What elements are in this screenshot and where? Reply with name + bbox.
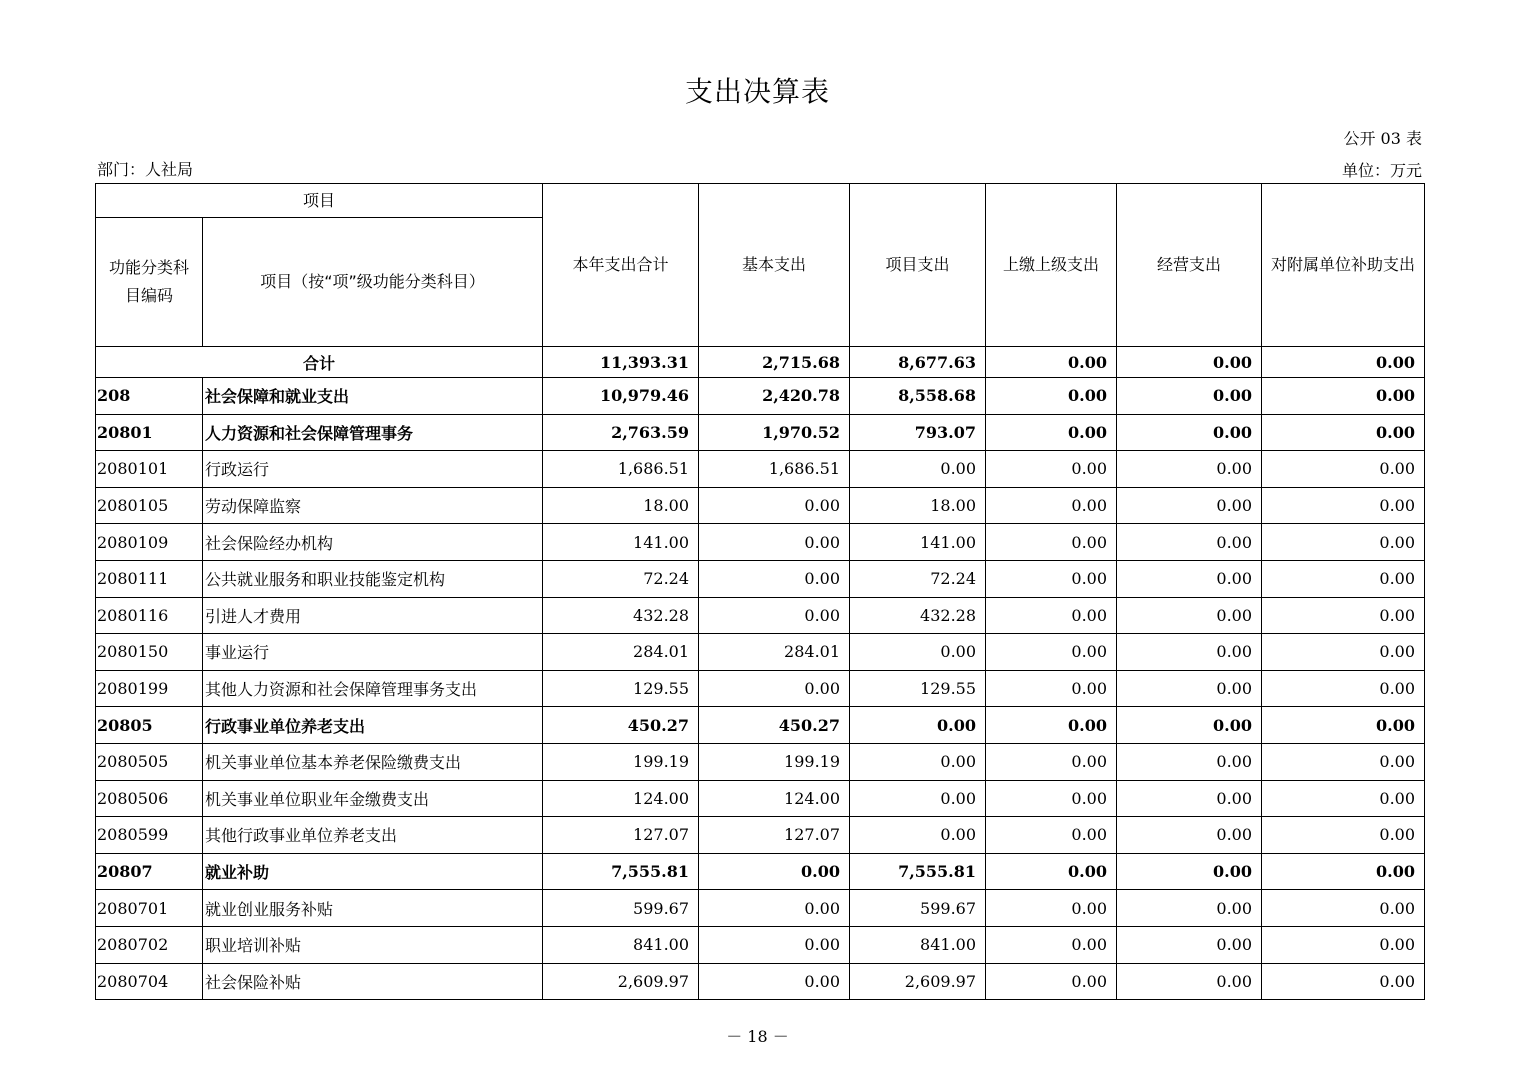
header-subsidy: 对附属单位补助支出 [1262, 184, 1425, 347]
row-name: 社会保险补贴 [203, 963, 543, 1000]
row-value: 0.00 [1117, 743, 1262, 780]
row-code: 2080109 [96, 524, 203, 561]
row-value: 0.00 [1262, 597, 1425, 634]
row-value: 0.00 [1262, 451, 1425, 488]
table-row [96, 560, 1425, 597]
row-name: 行政运行 [203, 451, 543, 488]
row-value: 1,686.51 [543, 451, 699, 488]
row-code: 20805 [96, 707, 203, 744]
row-value: 0.00 [699, 524, 850, 561]
row-value: 0.00 [1117, 670, 1262, 707]
total-value: 11,393.31 [543, 347, 699, 378]
row-value: 0.00 [1262, 780, 1425, 817]
row-value: 0.00 [986, 963, 1117, 1000]
row-value: 7,555.81 [850, 853, 986, 890]
row-value: 0.00 [1262, 707, 1425, 744]
page-number: － 18 － [726, 1027, 789, 1046]
row-value: 0.00 [986, 890, 1117, 927]
row-value: 0.00 [986, 451, 1117, 488]
row-value: 129.55 [543, 670, 699, 707]
row-value: 0.00 [986, 634, 1117, 671]
row-value: 0.00 [1262, 560, 1425, 597]
row-value: 0.00 [1117, 707, 1262, 744]
row-value: 432.28 [850, 597, 986, 634]
row-value: 0.00 [1117, 487, 1262, 524]
row-value: 0.00 [1117, 963, 1262, 1000]
table-row [96, 707, 1425, 744]
row-value: 0.00 [1117, 634, 1262, 671]
row-value: 2,763.59 [543, 414, 699, 451]
row-value: 0.00 [1262, 670, 1425, 707]
row-name: 就业补助 [203, 853, 543, 890]
row-value: 0.00 [1117, 890, 1262, 927]
unit-label: 单位：万元 [1341, 161, 1422, 180]
row-code: 2080704 [96, 963, 203, 1000]
row-code: 2080199 [96, 670, 203, 707]
row-code: 2080701 [96, 890, 203, 927]
row-value: 0.00 [986, 414, 1117, 451]
table-row [96, 634, 1425, 671]
row-value: 0.00 [986, 524, 1117, 561]
row-value: 0.00 [1262, 890, 1425, 927]
header-business: 经营支出 [1117, 184, 1262, 347]
header-total: 本年支出合计 [543, 184, 699, 347]
table-row [96, 524, 1425, 561]
row-value: 450.27 [699, 707, 850, 744]
row-value: 199.19 [699, 743, 850, 780]
row-value: 0.00 [1262, 378, 1425, 415]
row-code: 2080105 [96, 487, 203, 524]
total-label: 合计 [96, 347, 543, 378]
row-name: 机关事业单位职业年金缴费支出 [203, 780, 543, 817]
table-row [96, 926, 1425, 963]
row-value: 0.00 [1262, 487, 1425, 524]
row-value: 7,555.81 [543, 853, 699, 890]
header-name: 项目（按“项”级功能分类科目） [203, 218, 543, 347]
row-name: 公共就业服务和职业技能鉴定机构 [203, 560, 543, 597]
row-value: 0.00 [1262, 743, 1425, 780]
row-value: 0.00 [1262, 817, 1425, 854]
row-value: 0.00 [850, 634, 986, 671]
row-value: 0.00 [986, 670, 1117, 707]
department-label: 部门：人社局 [97, 160, 194, 179]
row-name: 就业创业服务补贴 [203, 890, 543, 927]
row-value: 0.00 [1117, 780, 1262, 817]
row-value: 0.00 [1117, 853, 1262, 890]
total-value: 2,715.68 [699, 347, 850, 378]
row-value: 0.00 [1117, 926, 1262, 963]
row-value: 0.00 [699, 926, 850, 963]
row-value: 0.00 [986, 597, 1117, 634]
row-value: 0.00 [986, 817, 1117, 854]
header-upper: 上缴上级支出 [986, 184, 1117, 347]
row-code: 2080150 [96, 634, 203, 671]
table-row [96, 414, 1425, 451]
row-value: 72.24 [850, 560, 986, 597]
row-value: 0.00 [699, 487, 850, 524]
row-name: 人力资源和社会保障管理事务 [203, 414, 543, 451]
table-row [96, 487, 1425, 524]
total-value: 8,677.63 [850, 347, 986, 378]
row-value: 0.00 [986, 743, 1117, 780]
table-row [96, 378, 1425, 415]
total-value: 0.00 [1117, 347, 1262, 378]
row-value: 0.00 [986, 378, 1117, 415]
page-title: 支出决算表 [684, 75, 830, 108]
row-value: 0.00 [699, 560, 850, 597]
row-code: 20807 [96, 853, 203, 890]
row-value: 0.00 [699, 670, 850, 707]
row-value: 129.55 [850, 670, 986, 707]
row-value: 450.27 [543, 707, 699, 744]
row-code: 2080505 [96, 743, 203, 780]
row-value: 599.67 [850, 890, 986, 927]
row-value: 124.00 [543, 780, 699, 817]
row-value: 124.00 [699, 780, 850, 817]
row-value: 0.00 [1117, 414, 1262, 451]
row-value: 2,420.78 [699, 378, 850, 415]
row-value: 141.00 [850, 524, 986, 561]
row-name: 其他人力资源和社会保障管理事务支出 [203, 670, 543, 707]
row-name: 引进人才费用 [203, 597, 543, 634]
row-value: 0.00 [850, 451, 986, 488]
row-code: 2080599 [96, 817, 203, 854]
table-row [96, 853, 1425, 890]
row-name: 事业运行 [203, 634, 543, 671]
total-value: 0.00 [1262, 347, 1425, 378]
total-value: 0.00 [986, 347, 1117, 378]
row-name: 职业培训补贴 [203, 926, 543, 963]
row-value: 841.00 [543, 926, 699, 963]
row-value: 2,609.97 [850, 963, 986, 1000]
row-name: 机关事业单位基本养老保险缴费支出 [203, 743, 543, 780]
table-row [96, 743, 1425, 780]
row-value: 0.00 [986, 780, 1117, 817]
table-row [96, 780, 1425, 817]
row-value: 18.00 [543, 487, 699, 524]
row-value: 0.00 [1262, 853, 1425, 890]
row-value: 0.00 [1117, 817, 1262, 854]
row-code: 2080101 [96, 451, 203, 488]
row-value: 432.28 [543, 597, 699, 634]
row-value: 284.01 [543, 634, 699, 671]
row-value: 0.00 [1262, 926, 1425, 963]
row-value: 0.00 [699, 597, 850, 634]
row-value: 2,609.97 [543, 963, 699, 1000]
header-project: 项目 [96, 184, 543, 218]
header-code: 功能分类科目编码 [96, 218, 203, 347]
row-value: 0.00 [1262, 414, 1425, 451]
row-value: 8,558.68 [850, 378, 986, 415]
row-value: 72.24 [543, 560, 699, 597]
row-value: 793.07 [850, 414, 986, 451]
row-value: 0.00 [1262, 524, 1425, 561]
row-value: 0.00 [986, 853, 1117, 890]
row-name: 社会保险经办机构 [203, 524, 543, 561]
row-value: 0.00 [699, 890, 850, 927]
row-value: 0.00 [1117, 378, 1262, 415]
row-value: 0.00 [850, 780, 986, 817]
row-value: 10,979.46 [543, 378, 699, 415]
row-value: 0.00 [1262, 963, 1425, 1000]
row-value: 0.00 [986, 560, 1117, 597]
row-value: 141.00 [543, 524, 699, 561]
table-row [96, 597, 1425, 634]
table-row [96, 963, 1425, 1000]
row-code: 20801 [96, 414, 203, 451]
row-value: 0.00 [1262, 634, 1425, 671]
row-value: 1,970.52 [699, 414, 850, 451]
row-value: 0.00 [850, 743, 986, 780]
row-code: 2080506 [96, 780, 203, 817]
row-value: 0.00 [850, 817, 986, 854]
row-code: 2080111 [96, 560, 203, 597]
row-name: 行政事业单位养老支出 [203, 707, 543, 744]
row-name: 社会保障和就业支出 [203, 378, 543, 415]
row-value: 0.00 [1117, 560, 1262, 597]
form-number: 公开 03 表 [1343, 129, 1422, 148]
row-value: 18.00 [850, 487, 986, 524]
table-row [96, 890, 1425, 927]
row-code: 2080702 [96, 926, 203, 963]
row-value: 127.07 [543, 817, 699, 854]
row-value: 0.00 [1117, 451, 1262, 488]
header-project-expenditure: 项目支出 [850, 184, 986, 347]
total-row [96, 347, 1425, 378]
row-value: 599.67 [543, 890, 699, 927]
row-name: 劳动保障监察 [203, 487, 543, 524]
row-code: 2080116 [96, 597, 203, 634]
row-name: 其他行政事业单位养老支出 [203, 817, 543, 854]
table-row [96, 670, 1425, 707]
row-value: 0.00 [1117, 524, 1262, 561]
row-value: 0.00 [1117, 597, 1262, 634]
row-code: 208 [96, 378, 203, 415]
row-value: 284.01 [699, 634, 850, 671]
expenditure-table [95, 183, 1425, 1000]
table-row [96, 817, 1425, 854]
row-value: 0.00 [699, 963, 850, 1000]
row-value: 0.00 [986, 487, 1117, 524]
row-value: 127.07 [699, 817, 850, 854]
row-value: 0.00 [986, 707, 1117, 744]
table-row [96, 451, 1425, 488]
row-value: 199.19 [543, 743, 699, 780]
row-value: 0.00 [850, 707, 986, 744]
row-value: 0.00 [986, 926, 1117, 963]
header-basic: 基本支出 [699, 184, 850, 347]
row-value: 1,686.51 [699, 451, 850, 488]
row-value: 841.00 [850, 926, 986, 963]
row-value: 0.00 [699, 853, 850, 890]
